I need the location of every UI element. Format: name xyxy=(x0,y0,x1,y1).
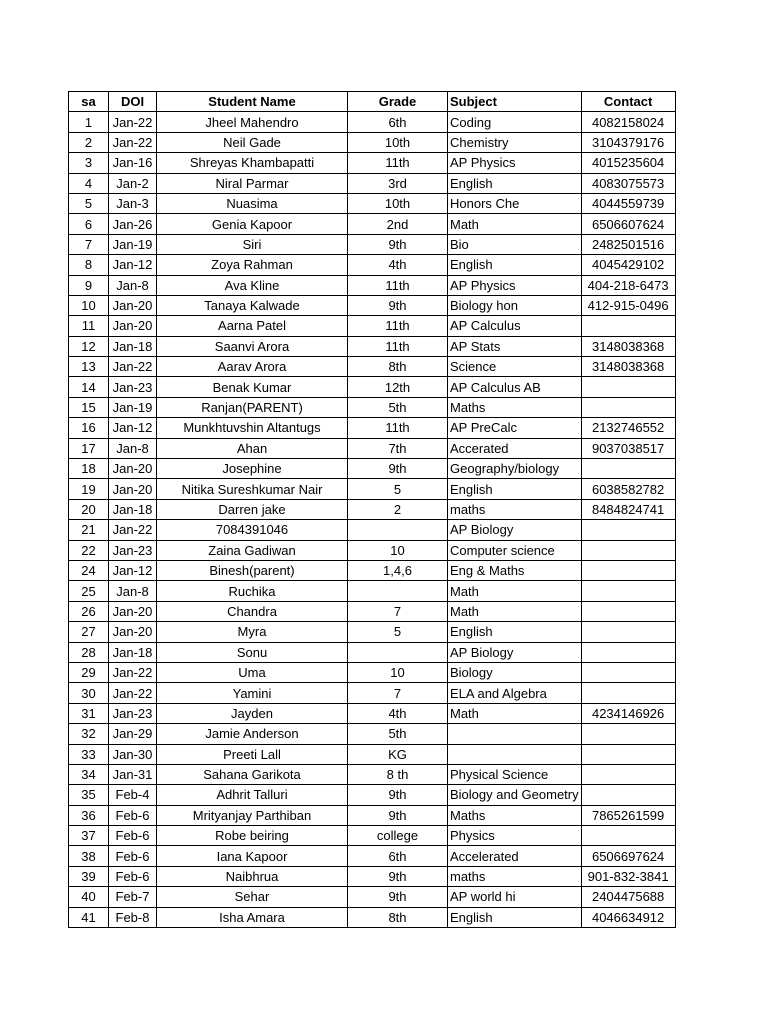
cell-subject[interactable]: Coding xyxy=(448,112,582,132)
table-row xyxy=(69,764,676,784)
table-row xyxy=(69,479,676,499)
cell-student-name[interactable]: 7084391046 xyxy=(157,520,348,540)
cell-subject[interactable]: ELA and Algebra xyxy=(448,683,582,703)
table-row xyxy=(69,377,676,397)
cell-sa[interactable]: 39 xyxy=(69,866,109,886)
cell-student-name[interactable]: Zoya Rahman xyxy=(157,255,348,275)
cell-subject[interactable]: English xyxy=(448,255,582,275)
cell-contact[interactable]: 901-832-3841 xyxy=(581,866,675,886)
cell-grade[interactable]: 8th xyxy=(348,907,448,927)
table-row xyxy=(69,132,676,152)
cell-contact[interactable]: 4046634912 xyxy=(581,907,675,927)
cell-student-name[interactable]: Aarav Arora xyxy=(157,357,348,377)
cell-student-name[interactable]: Sehar xyxy=(157,887,348,907)
cell-doi[interactable]: Feb-4 xyxy=(109,785,157,805)
cell-contact[interactable] xyxy=(581,397,675,417)
table-row xyxy=(69,459,676,479)
cell-contact[interactable]: 2404475688 xyxy=(581,887,675,907)
cell-doi[interactable]: Jan-23 xyxy=(109,540,157,560)
table-row xyxy=(69,683,676,703)
cell-contact[interactable] xyxy=(581,683,675,703)
table-row xyxy=(69,805,676,825)
table-row xyxy=(69,724,676,744)
table-row xyxy=(69,234,676,254)
table-row xyxy=(69,438,676,458)
cell-grade[interactable]: 10 xyxy=(348,662,448,682)
cell-sa[interactable]: 15 xyxy=(69,397,109,417)
cell-contact[interactable] xyxy=(581,785,675,805)
cell-contact[interactable]: 9037038517 xyxy=(581,438,675,458)
cell-doi[interactable]: Jan-8 xyxy=(109,581,157,601)
cell-doi[interactable]: Jan-22 xyxy=(109,132,157,152)
cell-contact[interactable] xyxy=(581,560,675,580)
cell-grade[interactable] xyxy=(348,520,448,540)
cell-sa[interactable]: 32 xyxy=(69,724,109,744)
cell-doi[interactable]: Jan-22 xyxy=(109,662,157,682)
cell-subject[interactable]: AP PreCalc xyxy=(448,418,582,438)
cell-grade[interactable]: 9th xyxy=(348,295,448,315)
table-row xyxy=(69,255,676,275)
cell-subject[interactable]: AP Stats xyxy=(448,336,582,356)
cell-student-name[interactable]: Niral Parmar xyxy=(157,173,348,193)
cell-student-name[interactable]: Iana Kapoor xyxy=(157,846,348,866)
cell-subject[interactable]: AP Physics xyxy=(448,275,582,295)
cell-doi[interactable]: Feb-6 xyxy=(109,866,157,886)
cell-contact[interactable] xyxy=(581,622,675,642)
header-doi[interactable]: DOI xyxy=(109,92,157,112)
table-row xyxy=(69,112,676,132)
table-row xyxy=(69,336,676,356)
cell-student-name[interactable]: Mrityanjay Parthiban xyxy=(157,805,348,825)
cell-subject[interactable]: Math xyxy=(448,214,582,234)
table-body xyxy=(69,112,676,928)
cell-subject[interactable]: AP Biology xyxy=(448,642,582,662)
cell-sa[interactable]: 13 xyxy=(69,357,109,377)
cell-grade[interactable] xyxy=(348,642,448,662)
cell-sa[interactable]: 40 xyxy=(69,887,109,907)
cell-sa[interactable]: 18 xyxy=(69,459,109,479)
cell-grade[interactable]: 10th xyxy=(348,132,448,152)
table-row xyxy=(69,703,676,723)
cell-grade[interactable]: 12th xyxy=(348,377,448,397)
table-row xyxy=(69,622,676,642)
cell-contact[interactable]: 2482501516 xyxy=(581,234,675,254)
cell-grade[interactable]: 9th xyxy=(348,887,448,907)
cell-contact[interactable]: 4045429102 xyxy=(581,255,675,275)
cell-subject[interactable]: Accelerated xyxy=(448,846,582,866)
cell-sa[interactable]: 16 xyxy=(69,418,109,438)
table-row xyxy=(69,826,676,846)
cell-student-name[interactable]: Sonu xyxy=(157,642,348,662)
cell-contact[interactable] xyxy=(581,764,675,784)
table-row xyxy=(69,357,676,377)
cell-subject[interactable]: Biology xyxy=(448,662,582,682)
cell-subject[interactable]: Maths xyxy=(448,397,582,417)
cell-student-name[interactable]: Naibhrua xyxy=(157,866,348,886)
cell-subject[interactable]: Math xyxy=(448,703,582,723)
table-row xyxy=(69,214,676,234)
cell-doi[interactable]: Jan-12 xyxy=(109,255,157,275)
cell-contact[interactable]: 6038582782 xyxy=(581,479,675,499)
cell-subject[interactable]: English xyxy=(448,479,582,499)
cell-sa[interactable]: 20 xyxy=(69,499,109,519)
student-table xyxy=(68,91,676,928)
cell-doi[interactable]: Jan-31 xyxy=(109,764,157,784)
cell-contact[interactable] xyxy=(581,642,675,662)
cell-contact[interactable] xyxy=(581,520,675,540)
table-row xyxy=(69,193,676,213)
cell-contact[interactable]: 8484824741 xyxy=(581,499,675,519)
cell-contact[interactable] xyxy=(581,662,675,682)
cell-sa[interactable]: 24 xyxy=(69,560,109,580)
cell-doi[interactable]: Jan-20 xyxy=(109,459,157,479)
cell-sa[interactable]: 4 xyxy=(69,173,109,193)
header-contact[interactable]: Contact xyxy=(581,92,675,112)
cell-contact[interactable]: 3148038368 xyxy=(581,357,675,377)
cell-contact[interactable] xyxy=(581,724,675,744)
spreadsheet xyxy=(68,91,676,928)
cell-contact[interactable] xyxy=(581,377,675,397)
cell-subject[interactable]: Math xyxy=(448,581,582,601)
cell-student-name[interactable]: Aarna Patel xyxy=(157,316,348,336)
table-row xyxy=(69,153,676,173)
cell-doi[interactable]: Feb-6 xyxy=(109,846,157,866)
cell-contact[interactable]: 6506697624 xyxy=(581,846,675,866)
cell-student-name[interactable]: Zaina Gadiwan xyxy=(157,540,348,560)
cell-doi[interactable]: Jan-29 xyxy=(109,724,157,744)
cell-sa[interactable]: 8 xyxy=(69,255,109,275)
cell-doi[interactable]: Jan-19 xyxy=(109,397,157,417)
cell-subject[interactable]: English xyxy=(448,622,582,642)
cell-student-name[interactable]: Chandra xyxy=(157,601,348,621)
cell-student-name[interactable]: Yamini xyxy=(157,683,348,703)
cell-student-name[interactable]: Adhrit Talluri xyxy=(157,785,348,805)
cell-sa[interactable]: 7 xyxy=(69,234,109,254)
cell-sa[interactable]: 34 xyxy=(69,764,109,784)
cell-grade[interactable]: 4th xyxy=(348,703,448,723)
cell-subject[interactable]: Bio xyxy=(448,234,582,254)
cell-student-name[interactable]: Myra xyxy=(157,622,348,642)
cell-sa[interactable]: 33 xyxy=(69,744,109,764)
cell-student-name[interactable]: Binesh(parent) xyxy=(157,560,348,580)
cell-sa[interactable]: 25 xyxy=(69,581,109,601)
cell-subject[interactable]: Physics xyxy=(448,826,582,846)
cell-sa[interactable]: 14 xyxy=(69,377,109,397)
header-subject[interactable]: Subject xyxy=(448,92,582,112)
cell-student-name[interactable]: Jayden xyxy=(157,703,348,723)
table-row xyxy=(69,173,676,193)
cell-student-name[interactable]: Isha Amara xyxy=(157,907,348,927)
cell-grade[interactable]: 9th xyxy=(348,785,448,805)
cell-subject[interactable]: Math xyxy=(448,601,582,621)
cell-sa[interactable]: 3 xyxy=(69,153,109,173)
cell-sa[interactable]: 26 xyxy=(69,601,109,621)
cell-student-name[interactable]: Benak Kumar xyxy=(157,377,348,397)
cell-doi[interactable]: Jan-16 xyxy=(109,153,157,173)
cell-grade[interactable]: 9th xyxy=(348,234,448,254)
cell-doi[interactable]: Jan-30 xyxy=(109,744,157,764)
cell-subject[interactable]: Physical Science xyxy=(448,764,582,784)
cell-contact[interactable]: 3104379176 xyxy=(581,132,675,152)
cell-contact[interactable]: 6506607624 xyxy=(581,214,675,234)
cell-subject[interactable]: AP Calculus AB xyxy=(448,377,582,397)
table-row xyxy=(69,418,676,438)
cell-subject[interactable]: Honors Che xyxy=(448,193,582,213)
cell-grade[interactable]: 10 xyxy=(348,540,448,560)
cell-grade[interactable]: 5 xyxy=(348,479,448,499)
cell-sa[interactable]: 1 xyxy=(69,112,109,132)
cell-grade[interactable]: 3rd xyxy=(348,173,448,193)
cell-doi[interactable]: Jan-26 xyxy=(109,214,157,234)
cell-subject[interactable]: AP Physics xyxy=(448,153,582,173)
cell-student-name[interactable]: Saanvi Arora xyxy=(157,336,348,356)
cell-doi[interactable]: Jan-20 xyxy=(109,622,157,642)
table-row xyxy=(69,642,676,662)
cell-sa[interactable]: 9 xyxy=(69,275,109,295)
cell-subject[interactable]: Chemistry xyxy=(448,132,582,152)
cell-grade[interactable]: 6th xyxy=(348,846,448,866)
cell-contact[interactable]: 3148038368 xyxy=(581,336,675,356)
cell-doi[interactable]: Jan-8 xyxy=(109,275,157,295)
cell-contact[interactable]: 412-915-0496 xyxy=(581,295,675,315)
cell-grade[interactable]: 5th xyxy=(348,397,448,417)
cell-sa[interactable]: 38 xyxy=(69,846,109,866)
cell-doi[interactable]: Jan-2 xyxy=(109,173,157,193)
cell-grade[interactable]: 11th xyxy=(348,153,448,173)
cell-doi[interactable]: Jan-20 xyxy=(109,316,157,336)
cell-doi[interactable]: Jan-23 xyxy=(109,377,157,397)
cell-sa[interactable]: 22 xyxy=(69,540,109,560)
cell-student-name[interactable]: Tanaya Kalwade xyxy=(157,295,348,315)
cell-contact[interactable]: 4044559739 xyxy=(581,193,675,213)
cell-grade[interactable]: KG xyxy=(348,744,448,764)
cell-sa[interactable]: 30 xyxy=(69,683,109,703)
cell-student-name[interactable]: Uma xyxy=(157,662,348,682)
cell-sa[interactable]: 5 xyxy=(69,193,109,213)
cell-grade[interactable]: college xyxy=(348,826,448,846)
cell-doi[interactable]: Jan-18 xyxy=(109,499,157,519)
header-grade[interactable]: Grade xyxy=(348,92,448,112)
cell-doi[interactable]: Jan-12 xyxy=(109,418,157,438)
cell-subject[interactable]: Eng & Maths xyxy=(448,560,582,580)
table-row xyxy=(69,662,676,682)
cell-grade[interactable]: 5th xyxy=(348,724,448,744)
cell-contact[interactable]: 4234146926 xyxy=(581,703,675,723)
cell-sa[interactable]: 35 xyxy=(69,785,109,805)
cell-subject[interactable]: Accerated xyxy=(448,438,582,458)
cell-subject[interactable]: maths xyxy=(448,866,582,886)
cell-sa[interactable]: 41 xyxy=(69,907,109,927)
cell-student-name[interactable]: Nuasima xyxy=(157,193,348,213)
cell-student-name[interactable]: Neil Gade xyxy=(157,132,348,152)
cell-grade[interactable]: 7 xyxy=(348,601,448,621)
cell-doi[interactable]: Jan-22 xyxy=(109,112,157,132)
cell-grade[interactable]: 2nd xyxy=(348,214,448,234)
table-row xyxy=(69,601,676,621)
table-row xyxy=(69,560,676,580)
cell-grade[interactable]: 8th xyxy=(348,357,448,377)
cell-subject[interactable]: Computer science xyxy=(448,540,582,560)
cell-sa[interactable]: 2 xyxy=(69,132,109,152)
cell-subject[interactable]: Biology hon xyxy=(448,295,582,315)
cell-student-name[interactable]: Jheel Mahendro xyxy=(157,112,348,132)
cell-contact[interactable]: 7865261599 xyxy=(581,805,675,825)
cell-student-name[interactable]: Preeti Lall xyxy=(157,744,348,764)
cell-contact[interactable]: 2132746552 xyxy=(581,418,675,438)
header-row xyxy=(69,92,676,112)
cell-sa[interactable]: 37 xyxy=(69,826,109,846)
cell-contact[interactable] xyxy=(581,459,675,479)
cell-grade[interactable]: 10th xyxy=(348,193,448,213)
cell-grade[interactable]: 7th xyxy=(348,438,448,458)
cell-grade[interactable]: 11th xyxy=(348,418,448,438)
cell-contact[interactable]: 4015235604 xyxy=(581,153,675,173)
cell-student-name[interactable]: Ahan xyxy=(157,438,348,458)
cell-subject[interactable]: AP world hi xyxy=(448,887,582,907)
cell-doi[interactable]: Jan-23 xyxy=(109,703,157,723)
cell-student-name[interactable]: Robe beiring xyxy=(157,826,348,846)
cell-student-name[interactable]: Ruchika xyxy=(157,581,348,601)
cell-student-name[interactable]: Jamie Anderson xyxy=(157,724,348,744)
table-row xyxy=(69,520,676,540)
header-sa[interactable]: sa xyxy=(69,92,109,112)
cell-grade[interactable]: 6th xyxy=(348,112,448,132)
cell-student-name[interactable]: Darren jake xyxy=(157,499,348,519)
cell-student-name[interactable]: Ava Kline xyxy=(157,275,348,295)
cell-student-name[interactable]: Munkhtuvshin Altantugs xyxy=(157,418,348,438)
cell-contact[interactable]: 404-218-6473 xyxy=(581,275,675,295)
cell-grade[interactable]: 7 xyxy=(348,683,448,703)
cell-grade[interactable]: 8 th xyxy=(348,764,448,784)
cell-doi[interactable]: Jan-22 xyxy=(109,357,157,377)
table-row xyxy=(69,499,676,519)
cell-doi[interactable]: Jan-20 xyxy=(109,295,157,315)
table-row xyxy=(69,581,676,601)
table-row xyxy=(69,316,676,336)
cell-contact[interactable] xyxy=(581,601,675,621)
cell-doi[interactable]: Jan-20 xyxy=(109,601,157,621)
cell-subject[interactable] xyxy=(448,744,582,764)
cell-grade[interactable]: 1,4,6 xyxy=(348,560,448,580)
cell-doi[interactable]: Jan-18 xyxy=(109,642,157,662)
cell-subject[interactable]: AP Calculus xyxy=(448,316,582,336)
cell-doi[interactable]: Feb-6 xyxy=(109,805,157,825)
cell-contact[interactable] xyxy=(581,316,675,336)
cell-subject[interactable]: English xyxy=(448,907,582,927)
table-row xyxy=(69,907,676,927)
cell-grade[interactable]: 9th xyxy=(348,866,448,886)
cell-subject[interactable]: Science xyxy=(448,357,582,377)
cell-grade[interactable]: 5 xyxy=(348,622,448,642)
table-row xyxy=(69,397,676,417)
table-row xyxy=(69,887,676,907)
table-row xyxy=(69,785,676,805)
table-row xyxy=(69,540,676,560)
cell-contact[interactable]: 4082158024 xyxy=(581,112,675,132)
cell-doi[interactable]: Feb-8 xyxy=(109,907,157,927)
cell-subject[interactable]: Biology and Geometry xyxy=(448,785,582,805)
cell-doi[interactable]: Jan-12 xyxy=(109,560,157,580)
table-row xyxy=(69,866,676,886)
cell-grade[interactable]: 11th xyxy=(348,275,448,295)
cell-sa[interactable]: 36 xyxy=(69,805,109,825)
table-row xyxy=(69,295,676,315)
cell-student-name[interactable]: Genia Kapoor xyxy=(157,214,348,234)
cell-subject[interactable]: Maths xyxy=(448,805,582,825)
cell-subject[interactable]: Geography/biology xyxy=(448,459,582,479)
cell-sa[interactable]: 31 xyxy=(69,703,109,723)
table-row xyxy=(69,744,676,764)
cell-grade[interactable]: 9th xyxy=(348,805,448,825)
cell-student-name[interactable]: Josephine xyxy=(157,459,348,479)
cell-doi[interactable]: Jan-18 xyxy=(109,336,157,356)
cell-contact[interactable] xyxy=(581,744,675,764)
cell-doi[interactable]: Feb-7 xyxy=(109,887,157,907)
cell-student-name[interactable]: Siri xyxy=(157,234,348,254)
cell-sa[interactable]: 11 xyxy=(69,316,109,336)
cell-doi[interactable]: Jan-22 xyxy=(109,520,157,540)
cell-doi[interactable]: Jan-3 xyxy=(109,193,157,213)
cell-sa[interactable]: 12 xyxy=(69,336,109,356)
cell-student-name[interactable]: Ranjan(PARENT) xyxy=(157,397,348,417)
cell-doi[interactable]: Jan-19 xyxy=(109,234,157,254)
cell-grade[interactable] xyxy=(348,581,448,601)
table-row xyxy=(69,846,676,866)
cell-contact[interactable] xyxy=(581,540,675,560)
cell-doi[interactable]: Jan-20 xyxy=(109,479,157,499)
table-row xyxy=(69,275,676,295)
cell-student-name[interactable]: Nitika Sureshkumar Nair xyxy=(157,479,348,499)
cell-contact[interactable] xyxy=(581,826,675,846)
cell-doi[interactable]: Feb-6 xyxy=(109,826,157,846)
cell-sa[interactable]: 19 xyxy=(69,479,109,499)
cell-contact[interactable]: 4083075573 xyxy=(581,173,675,193)
cell-sa[interactable]: 6 xyxy=(69,214,109,234)
cell-student-name[interactable]: Sahana Garikota xyxy=(157,764,348,784)
cell-subject[interactable]: AP Biology xyxy=(448,520,582,540)
cell-subject[interactable] xyxy=(448,724,582,744)
cell-contact[interactable] xyxy=(581,581,675,601)
header-student-name[interactable]: Student Name xyxy=(157,92,348,112)
cell-subject[interactable]: English xyxy=(448,173,582,193)
cell-grade[interactable]: 4th xyxy=(348,255,448,275)
cell-sa[interactable]: 28 xyxy=(69,642,109,662)
cell-grade[interactable]: 11th xyxy=(348,336,448,356)
cell-sa[interactable]: 17 xyxy=(69,438,109,458)
cell-student-name[interactable]: Shreyas Khambapatti xyxy=(157,153,348,173)
cell-grade[interactable]: 9th xyxy=(348,459,448,479)
cell-doi[interactable]: Jan-22 xyxy=(109,683,157,703)
cell-sa[interactable]: 27 xyxy=(69,622,109,642)
cell-subject[interactable]: maths xyxy=(448,499,582,519)
cell-sa[interactable]: 29 xyxy=(69,662,109,682)
cell-grade[interactable]: 2 xyxy=(348,499,448,519)
cell-sa[interactable]: 10 xyxy=(69,295,109,315)
cell-sa[interactable]: 21 xyxy=(69,520,109,540)
cell-grade[interactable]: 11th xyxy=(348,316,448,336)
cell-doi[interactable]: Jan-8 xyxy=(109,438,157,458)
